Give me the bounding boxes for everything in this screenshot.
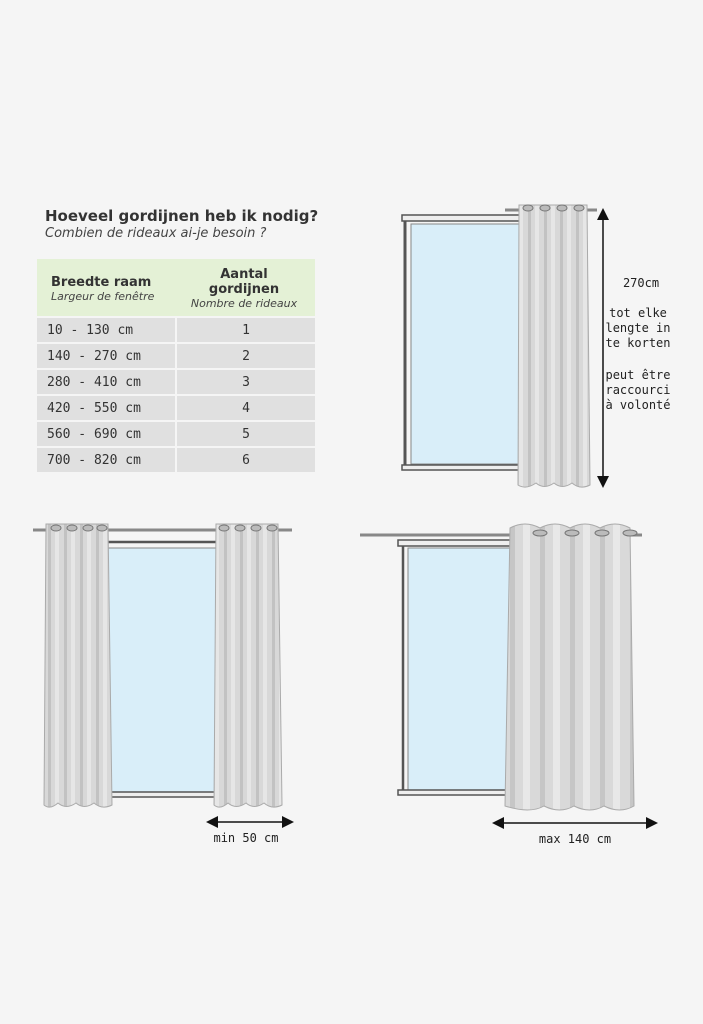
cell-width: 280 - 410 cm	[37, 370, 175, 394]
cell-count: 5	[175, 422, 315, 446]
cell-width: 420 - 550 cm	[37, 396, 175, 420]
cell-count: 6	[175, 448, 315, 472]
header-width-subtitle: Largeur de fenêtre	[51, 289, 155, 303]
window-sill-top	[402, 215, 528, 221]
cell-count: 4	[175, 396, 315, 420]
header-count-subtitle: Nombre de rideaux	[190, 297, 298, 310]
shorten-label-nl: tot elke lengte in te korten	[605, 306, 671, 350]
cell-count: 3	[175, 370, 315, 394]
cell-count: 1	[175, 318, 315, 342]
window-sill-bottom	[402, 465, 528, 470]
diagram-single-curtain-height	[402, 205, 603, 487]
curtain-left	[44, 524, 112, 807]
header-width-title: Breedte raam	[51, 274, 152, 290]
window-sill-bottom	[97, 792, 227, 797]
window-glass	[408, 548, 518, 792]
diagram-wide-curtain	[360, 524, 652, 823]
max-width-label: max 140 cm	[538, 832, 612, 846]
min-width-label: min 50 cm	[213, 831, 279, 845]
cell-width: 700 - 820 cm	[37, 448, 175, 472]
shorten-label-fr: peut être raccourci à volonté	[605, 368, 671, 412]
window-glass	[411, 224, 521, 464]
curtain	[518, 205, 590, 487]
cell-width: 10 - 130 cm	[37, 318, 175, 342]
heading-subtitle: Combien de rideaux ai-je besoin ?	[45, 226, 267, 241]
cell-width: 140 - 270 cm	[37, 344, 175, 368]
cell-width: 560 - 690 cm	[37, 422, 175, 446]
curtain-right	[214, 524, 282, 807]
diagram-two-curtains	[33, 524, 292, 822]
height-label: 270cm	[622, 276, 660, 290]
header-count-title: Aantal gordijnen	[208, 267, 280, 297]
window-glass	[104, 548, 220, 794]
cell-count: 2	[175, 344, 315, 368]
curtain	[505, 524, 634, 810]
window-sill-top	[398, 540, 526, 546]
heading-title: Hoeveel gordijnen heb ik nodig?	[45, 207, 319, 225]
